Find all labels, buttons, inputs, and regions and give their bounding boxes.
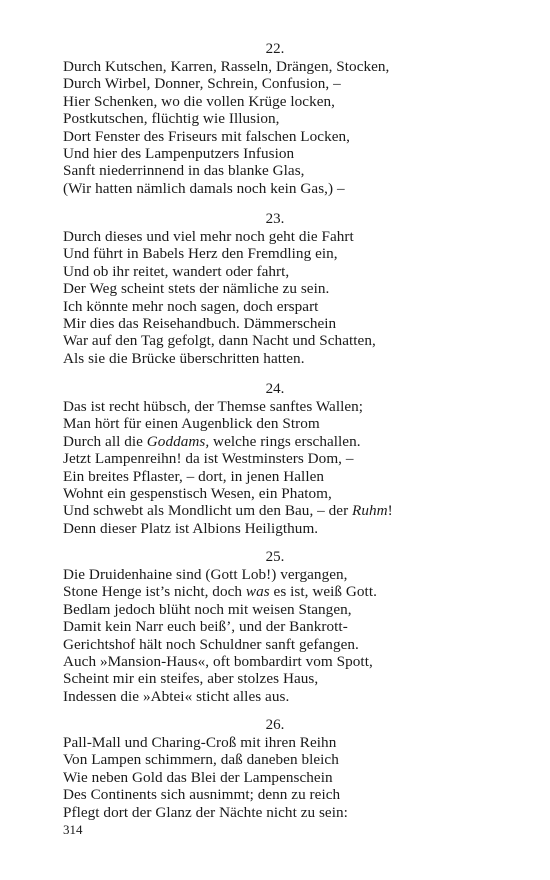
verse-text: Und hier des Lampenputzers Infusion xyxy=(63,144,295,162)
verse-text: Auch »Mansion-Haus«, oft bombardirt vom Spott, xyxy=(63,652,373,670)
verse-line xyxy=(63,734,533,751)
verse-line xyxy=(63,280,533,297)
verse-text: Durch dieses und viel mehr noch geht die Fahrt xyxy=(63,228,354,245)
verse-line xyxy=(63,653,533,670)
verse-text: Mir dies das Reisehandbuch. Dämmerschein xyxy=(63,314,337,332)
verse-text: es ist, weiß Gott. xyxy=(269,583,377,601)
verse-text-italic: Ruhm xyxy=(352,502,388,520)
verse-line xyxy=(63,350,533,367)
verse-line xyxy=(63,618,533,635)
verse-text: Die Druidenhaine sind (Gott Lob!) vergangen, xyxy=(63,566,348,583)
verse-line xyxy=(63,398,533,415)
stanza xyxy=(63,41,533,197)
verse-text: Der Weg scheint stets der nämliche zu sein. xyxy=(63,280,330,298)
verse-text: Dort Fenster des Friseurs mit falschen Locken, xyxy=(63,127,350,145)
verse-text: ! xyxy=(387,502,393,520)
verse-line xyxy=(63,804,533,821)
verse-line xyxy=(63,58,533,75)
verse-text: Durch all die xyxy=(63,432,147,450)
verse-line xyxy=(63,520,533,537)
verse-line xyxy=(63,245,533,262)
stanza-number: 26. xyxy=(265,717,285,733)
verse-line xyxy=(63,636,533,653)
verse-line xyxy=(63,315,533,332)
stanza-number: 25. xyxy=(265,549,285,565)
verse-text: Des Continents sich ausnimmt; denn zu reich xyxy=(63,786,341,804)
verse-text: Bedlam jedoch blüht noch mit weisen Stangen, xyxy=(63,600,352,618)
verse-line xyxy=(63,128,533,145)
verse-line xyxy=(63,180,533,197)
verse-line xyxy=(63,145,533,162)
verse-text: Postkutschen, flüchtig wie Illusion, xyxy=(63,110,280,128)
verse-text: Pall-Mall und Charing-Croß mit ihren Reihn xyxy=(63,734,337,751)
verse-text: Man hört für einen Augenblick den Strom xyxy=(63,415,320,433)
verse-text: Indessen die »Abtei« sticht alles aus. xyxy=(63,687,290,705)
stanza xyxy=(63,549,533,705)
verse-line xyxy=(63,450,533,467)
verse-text: Wie neben Gold das Blei der Lampenschein xyxy=(63,768,333,786)
verse-line xyxy=(63,502,533,519)
verse-text: Jetzt Lampenreihn! da ist Westminsters Dom, – xyxy=(63,450,354,468)
verse-line xyxy=(63,332,533,349)
verse-line xyxy=(63,415,533,432)
verse-line xyxy=(63,566,533,583)
verse-line xyxy=(63,670,533,687)
verse-text: Ein breites Pflaster, – dort, in jenen Hallen xyxy=(63,467,325,485)
verse-line xyxy=(63,786,533,803)
verse-text: Hier Schenken, wo die vollen Krüge locken, xyxy=(63,92,336,110)
verse-text: Stone Henge ist’s nicht, doch xyxy=(63,583,246,601)
verse-text: Und schwebt als Mondlicht um den Bau, – der xyxy=(63,502,353,520)
verse-text-italic: was xyxy=(245,583,270,601)
verse-line xyxy=(63,93,533,110)
stanza xyxy=(63,717,533,821)
stanza xyxy=(63,381,533,537)
verse-text: Und führt in Babels Herz den Fremdling ein, xyxy=(63,245,338,263)
page-number: 314 xyxy=(63,822,83,837)
verse-line xyxy=(63,433,533,450)
verse-text: Und ob ihr reitet, wandert oder fahrt, xyxy=(63,262,290,280)
verse-text: (Wir hatten nämlich damals noch kein Gas,) – xyxy=(63,179,345,197)
verse-line xyxy=(63,228,533,245)
verse-line xyxy=(63,769,533,786)
verse-line xyxy=(63,485,533,502)
verse-text: Von Lampen schimmern, daß daneben bleich xyxy=(63,751,339,769)
verse-text: Sanft niederrinnend in das blanke Glas, xyxy=(63,162,305,180)
verse-text-italic: Goddams, xyxy=(146,432,210,450)
verse-text: Als sie die Brücke überschritten hatten. xyxy=(63,349,305,367)
verse-line xyxy=(63,110,533,127)
verse-text: War auf den Tag gefolgt, dann Nacht und Schatten, xyxy=(63,332,376,350)
stanza-number: 23. xyxy=(265,211,285,227)
verse-line xyxy=(63,601,533,618)
verse-line xyxy=(63,751,533,768)
verse-line xyxy=(63,162,533,179)
stanza-number: 24. xyxy=(265,381,285,397)
verse-text: Damit kein Narr euch beiß’, und der Bankrott- xyxy=(63,618,348,636)
verse-text: welche rings erschallen. xyxy=(209,432,361,450)
stanza xyxy=(63,211,533,367)
verse-line xyxy=(63,298,533,315)
verse-text: Das ist recht hübsch, der Themse sanftes Wallen; xyxy=(63,398,364,415)
verse-line xyxy=(63,468,533,485)
verse-text: Pflegt dort der Glanz der Nächte nicht zu sein: xyxy=(63,803,348,821)
verse-line xyxy=(63,75,533,92)
verse-line xyxy=(63,688,533,705)
verse-text: Durch Kutschen, Karren, Rasseln, Drängen, Stocken, xyxy=(63,58,390,75)
verse-text: Ich könnte mehr noch sagen, doch erspart xyxy=(63,297,319,315)
verse-text: Durch Wirbel, Donner, Schrein, Confusion, – xyxy=(63,75,341,93)
verse-text: Gerichtshof hält noch Schuldner sanft gefangen. xyxy=(63,635,359,653)
verse-line xyxy=(63,263,533,280)
verse-text: Wohnt ein gespenstisch Wesen, ein Phatom, xyxy=(63,484,332,502)
verse-line xyxy=(63,583,533,600)
verse-text: Scheint mir ein steifes, aber stolzes Haus, xyxy=(63,670,319,688)
verse-text: Denn dieser Platz ist Albions Heiligthum. xyxy=(63,519,319,537)
stanza-number: 22. xyxy=(265,41,285,57)
